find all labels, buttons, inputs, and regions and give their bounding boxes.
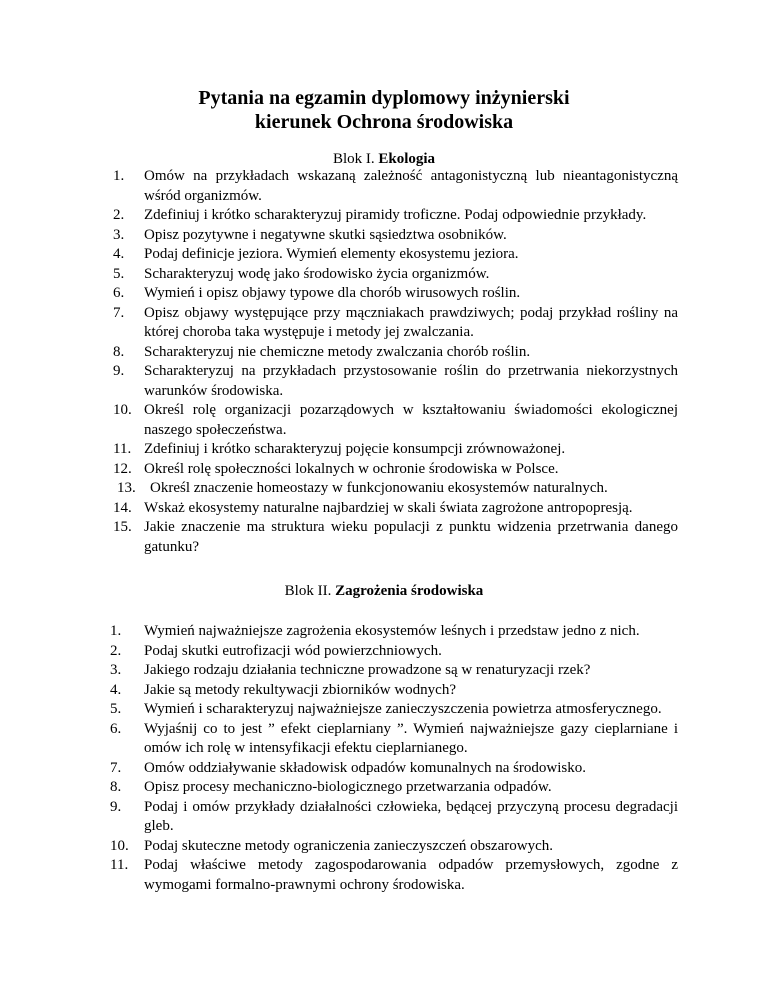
document-title <box>0 86 768 134</box>
list-item: 11. Podaj właściwe metody zagospodarowania odpadów przemysłowych, zgodne z wymogami formalno-prawnymi ochrony środowiska. <box>110 857 678 893</box>
list-item: 11. Zdefiniuj i krótko scharakteryzuj pojęcie konsumpcji zrównoważonej. <box>113 441 566 457</box>
block1-question-list <box>113 167 678 557</box>
list-item: 9. Podaj i omów przykłady działalności człowieka, będącej przyczyną procesu degradacji gleb. <box>110 798 678 834</box>
block2-prefix: Blok II. <box>284 583 332 599</box>
list-item: 1. Wymień najważniejsze zagrożenia ekosystemów leśnych i przedstaw jedno z nich. <box>110 623 640 639</box>
list-item: 5. Scharakteryzuj wodę jako środowisko życia organizmów. <box>113 265 490 282</box>
block2-name: Zagrożenia środowiska <box>335 583 484 599</box>
list-item: 15. Jakie znaczenie ma struktura wieku populacji z punktu widzenia przetrwania danego gatunku? <box>113 519 678 555</box>
list-item: 2. Podaj skutki eutrofizacji wód powierzchniowych. <box>110 642 442 659</box>
block2-question-list <box>110 622 678 895</box>
list-item: 8. Scharakteryzuj nie chemiczne metody zwalczania chorób roślin. <box>113 343 531 360</box>
list-item: 6. Wymień i opisz objawy typowe dla chorób wirusowych roślin. <box>113 285 521 301</box>
list-item: 3. Jakiego rodzaju działania techniczne prowadzone są w renaturyzacji rzek? <box>110 662 591 678</box>
list-item: 3. Opisz pozytywne i negatywne skutki sąsiedztwa osobników. <box>113 226 507 243</box>
block1-prefix: Blok I. <box>332 151 375 167</box>
list-item: 12. Określ rolę społeczności lokalnych w ochronie środowiska w Polsce. <box>113 460 559 477</box>
list-item: 14. Wskaż ekosystemy naturalne najbardziej w skali świata zagrożone antropopresją. <box>113 499 633 516</box>
list-item: 2. Zdefiniuj i krótko scharakteryzuj piramidy troficzne. Podaj odpowiednie przykłady. <box>113 207 647 223</box>
list-item: 7. Omów oddziaływanie składowisk odpadów komunalnych na środowisko. <box>110 759 587 776</box>
list-item: 5. Wymień i scharakteryzuj najważniejsze zanieczyszczenia powietrza atmosferycznego. <box>110 701 662 717</box>
title-line-2: kierunek Ochrona środowiska <box>254 111 514 133</box>
list-item: 7. Opisz objawy występujące przy mączniakach prawdziwych; podaj przykład rośliny na której choroba taka występuje i metody jej zwalczania. <box>113 304 678 340</box>
list-item: 10. Określ rolę organizacji pozarządowych w kształtowaniu świadomości ekologicznej naszego społeczeństwa. <box>113 402 678 438</box>
list-item: 13. Określ znaczenie homeostazy w funkcjonowaniu ekosystemów naturalnych. <box>117 480 608 496</box>
title-line-1: Pytania na egzamin dyplomowy inżynierski <box>198 87 570 109</box>
list-item: 10. Podaj skuteczne metody ograniczenia zanieczyszczeń obszarowych. <box>110 837 553 854</box>
list-item: 9. Scharakteryzuj na przykładach przystosowanie roślin do przetrwania niekorzystnych warunków środowiska. <box>113 363 678 399</box>
list-item: 4. Jakie są metody rekultywacji zbiorników wodnych? <box>110 681 456 698</box>
list-item: 8. Opisz procesy mechaniczno-biologicznego przetwarzania odpadów. <box>110 779 552 795</box>
list-item: 1. Omów na przykładach wskazaną zależność antagonistyczną lub nieantagonistyczną wśród organizmów. <box>113 168 678 204</box>
list-item: 4. Podaj definicje jeziora. Wymień elementy ekosystemu jeziora. <box>113 246 519 262</box>
block2-heading <box>0 582 768 601</box>
block1-name: Ekologia <box>378 151 436 167</box>
list-item: 6. Wyjaśnij co to jest ” efekt cieplarniany ”. Wymień najważniejsze gazy cieplarniane i omów ich rolę w intensyfikacji efektu cieplarnianego. <box>110 720 678 756</box>
